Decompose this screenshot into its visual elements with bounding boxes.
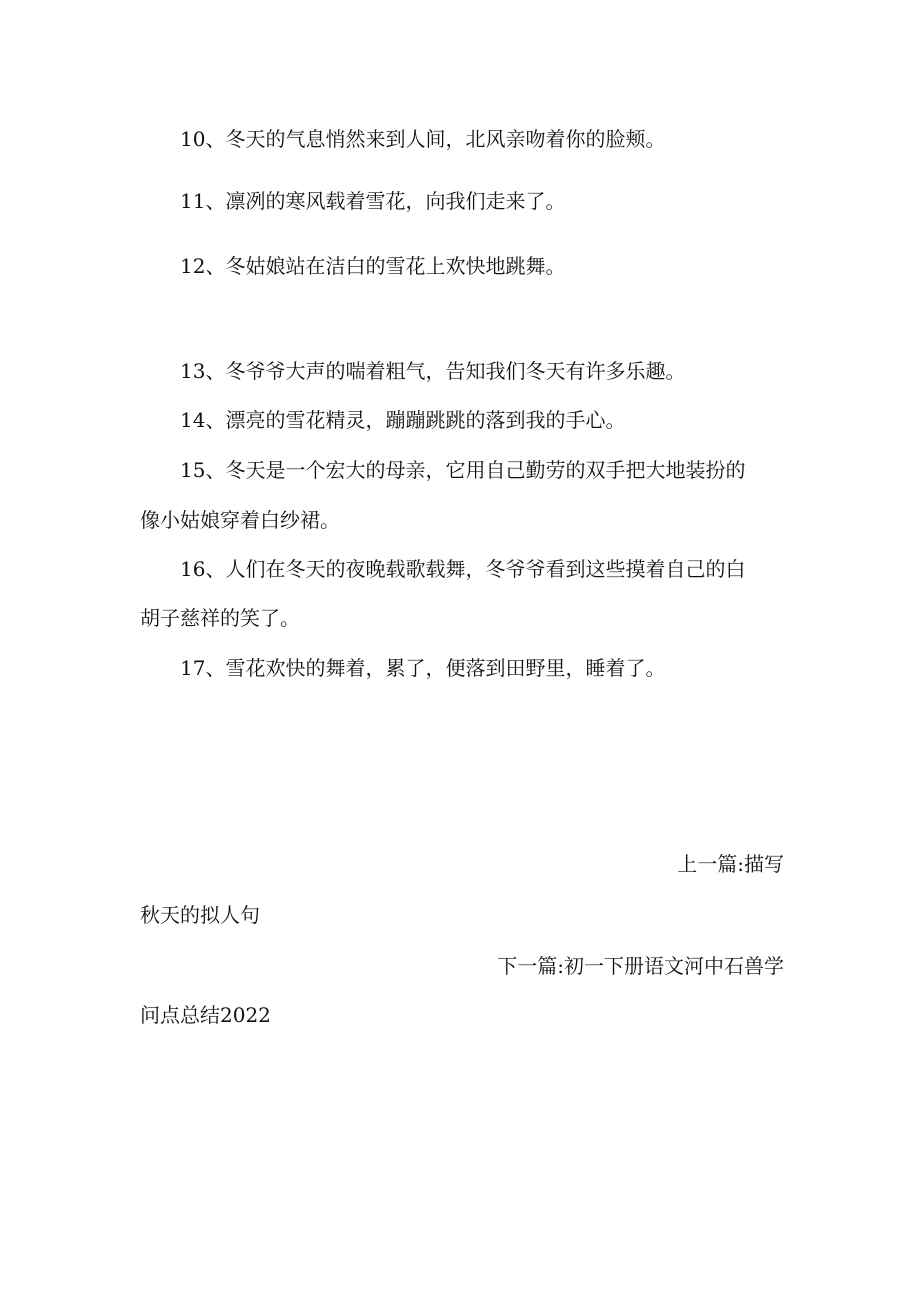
prev-article-link[interactable]: 上一篇:描写: [677, 852, 784, 876]
paragraph-14: [180, 405, 625, 435]
paragraph-number: 17、: [180, 656, 226, 680]
paragraph-12: [180, 251, 565, 281]
paragraph-number: 11、: [180, 189, 226, 213]
next-article-link[interactable]: 下一篇:初一下册语文河中石兽学: [497, 954, 784, 978]
paragraph-text: 冬爷爷大声的喘着粗气，告知我们冬天有许多乐趣。: [225, 359, 686, 383]
paragraph-text: 漂亮的雪花精灵，蹦蹦跳跳的落到我的手心。: [225, 408, 626, 432]
paragraph-text: 雪花欢快的舞着，累了，便落到田野里，睡着了。: [225, 656, 666, 680]
paragraph-13: [180, 356, 685, 386]
paragraph-16-continuation: 胡子慈祥的笑了。: [140, 606, 300, 630]
paragraph-16: [180, 554, 745, 584]
paragraph-10: [180, 124, 665, 154]
paragraph-text: 人们在冬天的夜晚载歌载舞，冬爷爷看到这些摸着自己的白: [225, 557, 746, 581]
paragraph-text: 凛冽的寒风载着雪花，向我们走来了。: [225, 189, 566, 213]
paragraph-text: 冬姑娘站在洁白的雪花上欢快地跳舞。: [225, 254, 566, 278]
paragraph-17: [180, 653, 665, 683]
paragraph-number: 13、: [180, 359, 226, 383]
paragraph-number: 15、: [180, 458, 226, 482]
paragraph-number: 16、: [180, 557, 226, 581]
prev-article-link-continuation[interactable]: 秋天的拟人句: [140, 903, 260, 927]
paragraph-15-continuation: 像小姑娘穿着白纱裙。: [140, 508, 340, 532]
paragraph-number: 12、: [180, 254, 226, 278]
paragraph-15: [180, 455, 745, 485]
paragraph-text: 冬天的气息悄然来到人间，北风亲吻着你的脸颊。: [225, 127, 666, 151]
paragraph-11: [180, 186, 565, 216]
paragraph-number: 10、: [180, 127, 226, 151]
next-article-link-continuation[interactable]: 问点总结2022: [140, 1003, 271, 1027]
paragraph-text: 冬天是一个宏大的母亲，它用自己勤劳的双手把大地装扮的: [225, 458, 746, 482]
paragraph-number: 14、: [180, 408, 226, 432]
